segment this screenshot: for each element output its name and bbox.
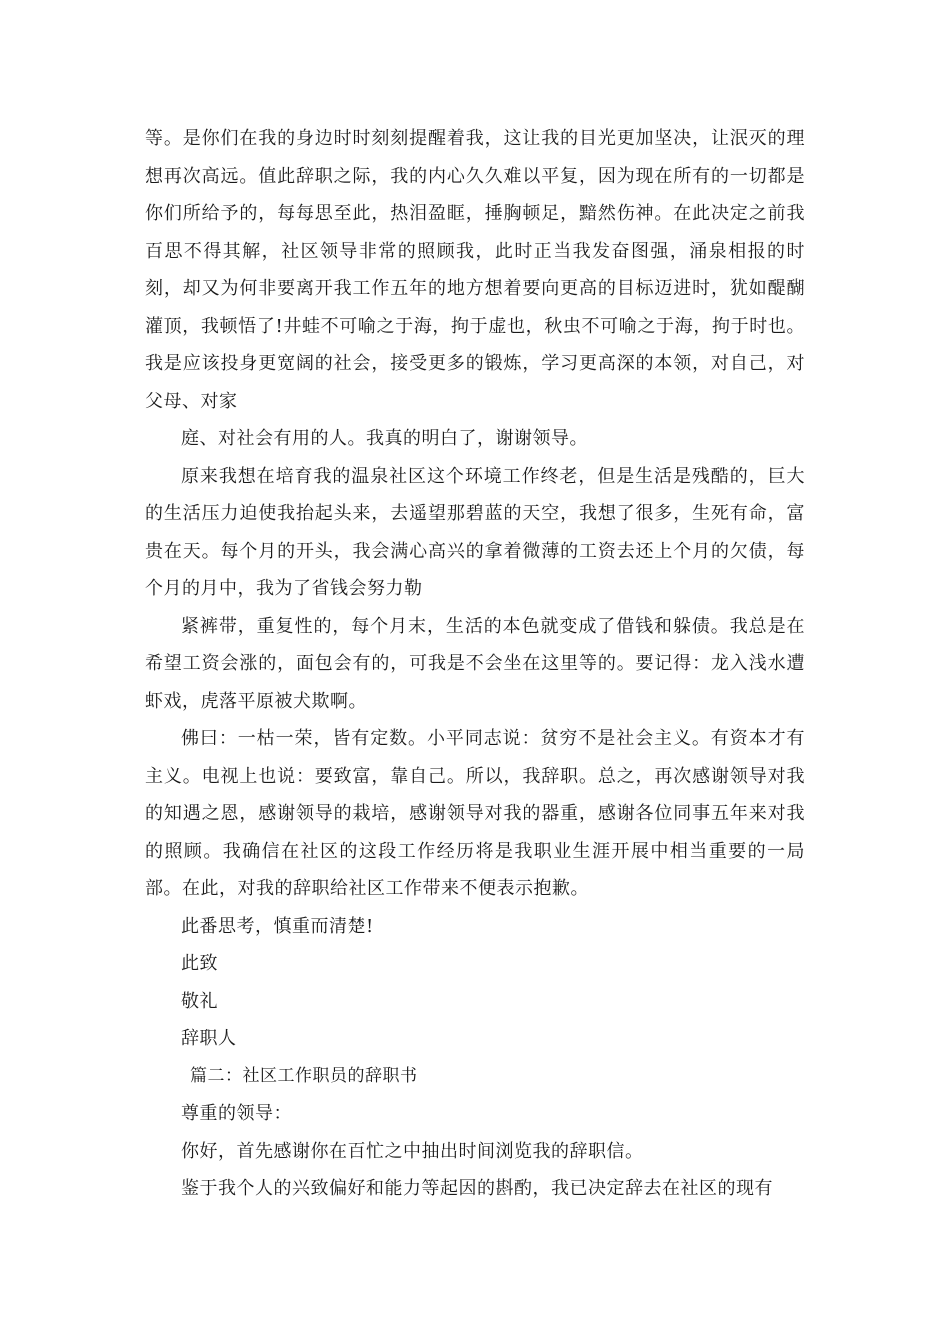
greeting-line: 你好，首先感谢你在百忙之中抽出时间浏览我的辞职信。 (181, 1140, 644, 1162)
paragraph-careful-thought: 此番思考，慎重而清楚! (181, 915, 374, 937)
salutation: 尊重的领导： (181, 1103, 292, 1124)
signature-label: 辞职人 (181, 1028, 237, 1049)
closing-cizhi: 此致 (181, 953, 218, 974)
document-body (145, 120, 805, 1208)
paragraph-continuation: 等。是你们在我的身边时时刻刻提醒着我，这让我的目光更加坚决，让泯灭的理想再次高远。值此辞职之际，我的内心久久难以平复，因为现在所有的一切都是你们所给予的，每每思至此，热泪盈眶，捶胸顿足，黯然伤神。在此决定之前我百思不得其解，社区领导非常的照顾我，此时正当我发奋图强，涌泉相报的时刻，却又为何非要离开我工作五年的地方想着要向更高的目标迈进时，犹如醍醐灌顶，我顿悟了!井蛙不可喻之于海，拘于虚也，秋虫不可喻之于海，拘于时也。我是应该投身更宽阔的社会，接受更多的锻炼，学习更高深的本领，对自己，对父母、对家 (145, 128, 805, 412)
paragraph-family-society: 庭、对社会有用的人。我真的明白了，谢谢领导。 (181, 428, 588, 449)
section-heading: 篇二：社区工作职员的辞职书 (190, 1065, 418, 1086)
paragraph-tighten-belt: 紧裤带，重复性的，每个月末，生活的本色就变成了借钱和躲债。我总是在希望工资会涨的，面包会有的，可我是不会坐在这里等的。要记得：龙入浅水遭虾戏，虎落平原被犬欺啊。 (145, 615, 805, 712)
paragraph-life-pressure: 原来我想在培育我的温泉社区这个环境工作终老，但是生活是残酷的，巨大的生活压力迫使我抬起头来，去遥望那碧蓝的天空，我想了很多，生死有命，富贵在天。每个月的开头，我会满心高兴的拿着微薄的工资去还上个月的欠债，每个月的月中，我为了省钱会努力勒 (145, 465, 805, 599)
paragraph-reason-start: 鉴于我个人的兴致偏好和能力等起因的斟酌，我已决定辞去在社区的现有 (181, 1178, 773, 1199)
closing-jingli: 敬礼 (181, 990, 218, 1012)
paragraph-buddha-saying: 佛曰：一枯一荣，皆有定数。小平同志说：贫穷不是社会主义。有资本才有主义。电视上也说：要致富，靠自己。所以，我辞职。总之，再次感谢领导对我的知遇之恩，感谢领导的栽培，感谢领导对我的器重，感谢各位同事五年来对我的照顾。我确信在社区的这段工作经历将是我职业生涯开展中相当重要的一局部。在此，对我的辞职给社区工作带来不便表示抱歉。 (145, 728, 805, 899)
